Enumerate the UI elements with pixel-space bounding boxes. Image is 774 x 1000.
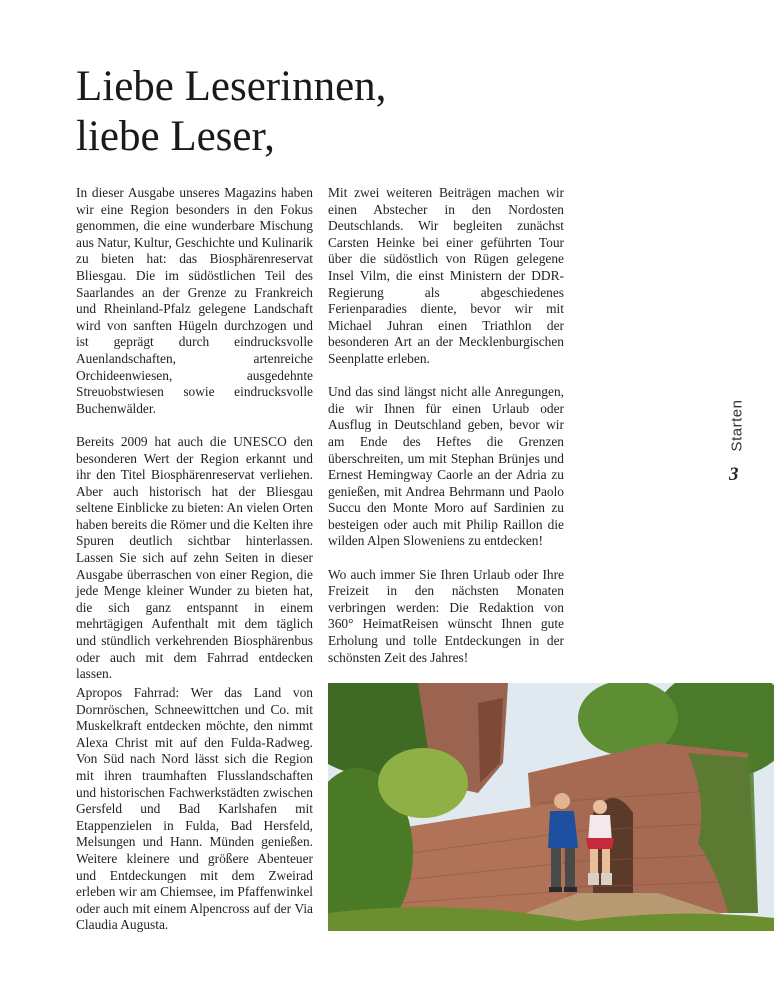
photo-illustration — [328, 683, 774, 931]
text-column-right — [328, 185, 564, 683]
photo-hikers-castle-ruin — [328, 683, 774, 931]
section-label-text: Starten — [728, 399, 746, 451]
page-number: 3 — [729, 464, 739, 485]
headline — [76, 62, 386, 162]
headline-line-2: liebe Leser, — [76, 113, 275, 160]
paragraph-unesco: Bereits 2009 hat auch die UNESCO den besonderen Wert der Region erkannt und ihr den Titel Biosphärenreservat verliehen. Aber auch historisch hat der Bliesgau seltene Einblicke zu bieten: An vielen Orten haben bereits die Römer und die Kelten ihre Spuren deutlich sichtbar hinterlassen. Lassen Sie sich auf zehn Seiten in dieser Ausgabe überraschen von einer Region, die jede Menge kleiner Wunder zu bieten hat, die sich ganz entspannt in einem mehrtägigen Aufenthalt mit dem täglich und stündlich verkehrenden Biosphärenbus oder auch mit dem Fahrrad entdecken lassen. — [76, 433, 313, 682]
paragraph-gruss: Wo auch immer Sie Ihren Urlaub oder Ihre Freizeit in den nächsten Monaten verbringen werden: Die Redaktion von 360° HeimatReisen wünscht Ihnen gute Erholung und tolle Entdeckungen in der schönsten Zeit des Jahres! — [328, 566, 564, 665]
paragraph-fahrrad: Apropos Fahrrad: Wer das Land von Dornröschen, Schneewittchen und Co. mit Muskelkraft entdecken möchte, den nimmt Alexa Christ mit auf den Fulda-Radweg. Von Süd nach Nord lässt sich die Region mit ihren traumhaften Flusslandschaften und historischen Fachwerkstädten zwischen Gersfeld und Bad Karlshafen mit Etappenzielen in Fulda, Bad Hersfeld, Melsungen und Hann. Münden genießen. Weitere kleinere und größere Abenteuer und Entdeckungen mit dem Zweirad erleben wir am Chiemsee, im Pfaffenwinkel oder auch mit einem Alpencross auf der Via Claudia Augusta. — [76, 685, 313, 933]
text-column-bottom-left — [76, 685, 313, 951]
section-label — [722, 390, 752, 460]
paragraph-anregungen: Und das sind längst nicht alle Anregungen, die wir Ihnen für einen Urlaub oder Ausflug in Deutschland geben, bevor wir am Ende des Heftes die Grenzen überschreiten, um mit Stephan Brünjes und Ernest Hemingway Caorle an der Adria zu genießen, mit Andrea Behrmann und Paolo Succu den Monte Moro auf Sardinien zu besteigen oder auch mit Philip Raillon die wilden Alpen Sloweniens zu entdecken! — [328, 384, 564, 549]
text-column-left — [76, 185, 313, 699]
photo-shrub-mid — [378, 748, 468, 818]
paragraph-nordosten: Mit zwei weiteren Beiträgen machen wir einen Abstecher in den Nordosten Deutschlands. Wir begleiten zunächst Carsten Heinke bei einer geführten Tour über die südöstlich von Rügen gelegene Insel Vilm, die einst Ministern der DDR-Regierung als abgeschiedenes Ferienparadies diente, bevor wir mit Michael Juhran einen Triathlon der besonderen Art an der Mecklenburgischen Seenplatte erleben. — [328, 185, 564, 366]
headline-line-1: Liebe Leserinnen, — [76, 63, 387, 110]
paragraph-bliesgau: In dieser Ausgabe unseres Magazins haben wir eine Region besonders in den Fokus genommen, die eine wunderbare Mischung aus Natur, Kultur, Geschichte und Kulinarik zu bieten hat: das Biosphärenreservat Bliesgau. Die im südöstlichen Teil des Saarlandes an der Grenze zu Frankreich und Rheinland-Pfalz gelegene Landschaft wird von sanften Hügeln durchzogen und ist geprägt durch eindrucksvolle Auenlandschaften, artenreiche Orchideenwiesen, ausgedehnte Streuobstwiesen sowie eindrucksvolle Buchenwälder. — [76, 185, 313, 416]
